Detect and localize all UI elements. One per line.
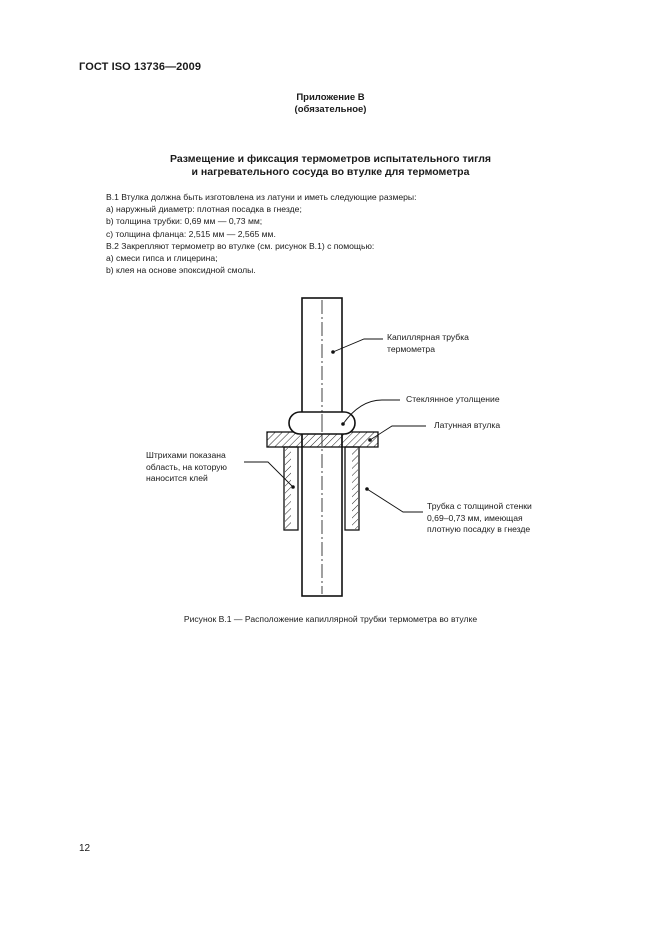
glue-area-right [352, 448, 358, 529]
list-item-b: b) толщина трубки: 0,69 мм — 0,73 мм; [106, 216, 263, 227]
paragraph-b2: B.2 Закрепляют термометр во втулке (см. рисунок B.1) с помощью: [106, 240, 375, 251]
label-glue-area: Штрихами показана область, на которую наносится клей [146, 450, 227, 483]
glue-area-left [285, 448, 291, 529]
leader-tube [367, 489, 423, 512]
figure-caption: Рисунок B.1 — Расположение капиллярной трубки термометра во втулке [183, 614, 478, 624]
label-capillary: Капиллярная трубка термометра [387, 332, 469, 354]
appendix-title: Приложение B [296, 92, 365, 103]
heading-line-1: Размещение и фиксация термометров испытательного тигля [169, 153, 492, 165]
list-item-b2: b) клея на основе эпоксидной смолы. [106, 265, 256, 276]
heading-line-2: и нагревательного сосуда во втулке для термометра [191, 166, 470, 178]
list-item-c: c) толщина фланца: 2,515 мм — 2,565 мм. [106, 228, 276, 239]
list-item-a2: a) смеси гипса и глицерина; [106, 253, 218, 264]
paragraph-b1: B.1 Втулка должна быть изготовлена из латуни и иметь следующие размеры: [106, 192, 417, 202]
label-tube-wall: Трубка с толщиной стенки 0,69–0,73 мм, имеющая плотную посадку в гнезде [427, 501, 532, 534]
standard-header: ГОСТ ISO 13736—2009 [79, 61, 202, 73]
label-brass-sleeve: Латунная втулка [434, 420, 501, 430]
label-glass-bulge: Стеклянное утолщение [406, 394, 500, 404]
appendix-status: (обязательное) [294, 104, 367, 115]
page-number: 12 [79, 843, 91, 854]
list-item-a: a) наружный диаметр: плотная посадка в гнезде; [106, 204, 302, 215]
